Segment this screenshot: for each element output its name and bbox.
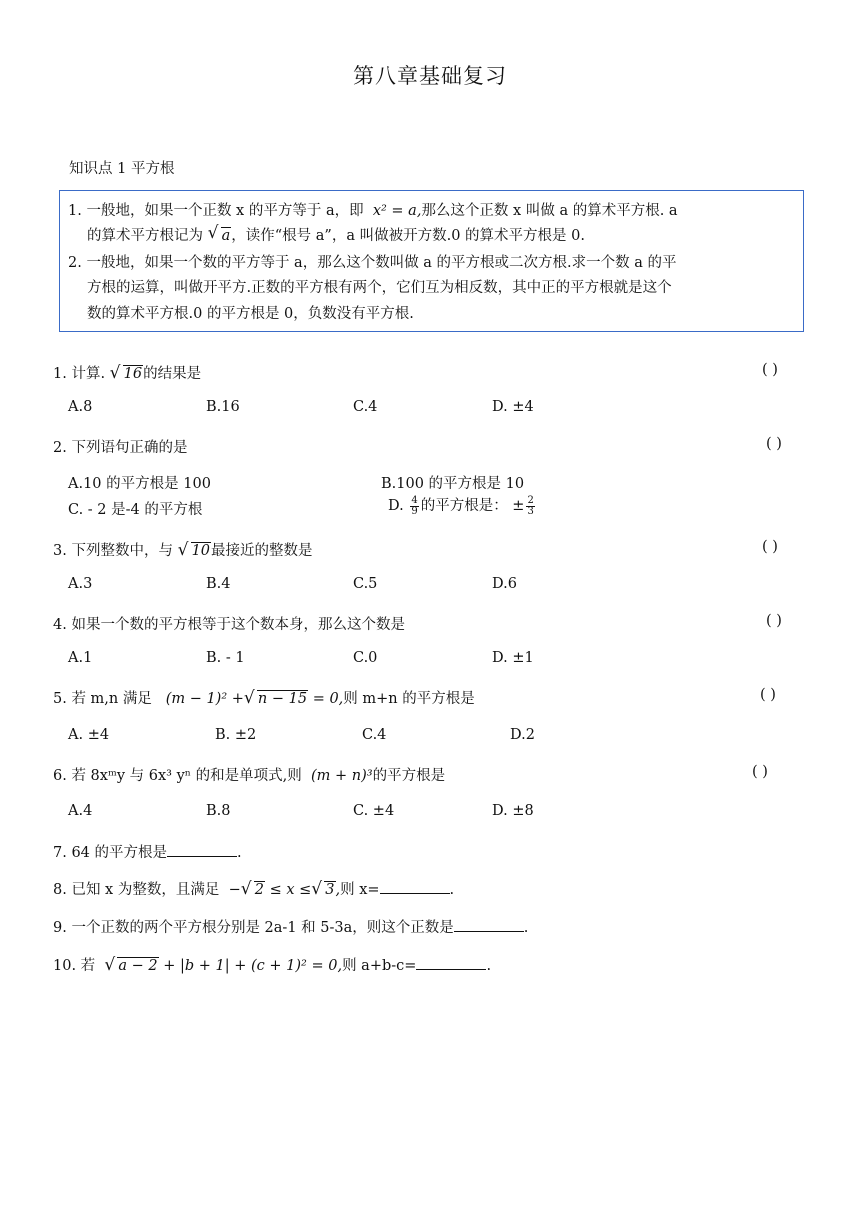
sqrt-3: √ 3: [313, 882, 335, 898]
q3-text: 3. 下列整数中，与: [53, 543, 173, 559]
option-c: C.4: [353, 399, 378, 415]
option-b: B.4: [206, 576, 231, 592]
option-c: C.4: [362, 727, 387, 743]
answer-paren: ( ): [752, 764, 768, 780]
question-4: 4. 如果一个数的平方根等于这个数本身，那么这个数是: [53, 617, 405, 633]
q1-text: 1. 计算.: [53, 366, 106, 382]
answer-paren: ( ): [762, 362, 778, 378]
option-d: D.2: [510, 727, 535, 743]
q10-formula: + |b + 1| + (c + 1)² = 0,: [163, 958, 343, 974]
option-d: [388, 494, 537, 517]
q8-text-post: 则 x=: [340, 882, 380, 898]
question-5: [53, 687, 475, 708]
box-line-3: 2. 一般地，如果一个数的平方等于 a，那么这个数叫做 a 的平方根或二次方根.求一个数 a 的平: [68, 255, 677, 271]
option-a: A. ±4: [68, 727, 110, 743]
option-d: D. ±1: [492, 650, 534, 666]
box-line-2: [87, 224, 585, 249]
option-b: B.8: [206, 803, 231, 819]
question-10: [53, 954, 491, 975]
sqrt-a: √ a: [210, 224, 232, 249]
option-c: C. - 2 是-4 的平方根: [68, 502, 203, 518]
sqrt-10: √ 10: [180, 543, 211, 559]
q6-formula: (m + n)³: [310, 768, 373, 784]
sqrt-2: √ 2: [243, 882, 265, 898]
q9-end: .: [523, 920, 529, 936]
option-b: B.16: [206, 399, 240, 415]
q5-formula-end: = 0,: [312, 691, 344, 707]
sqrt-a-2: √ a − 2: [106, 958, 158, 974]
question-6: [53, 764, 445, 785]
option-c: C.5: [353, 576, 378, 592]
answer-paren: ( ): [760, 687, 776, 703]
option-c: C.0: [353, 650, 378, 666]
answer-blank[interactable]: [167, 842, 237, 857]
option-d: D. ±8: [492, 803, 534, 819]
sqrt-n-15: √ n − 15: [246, 691, 308, 707]
answer-paren: ( ): [762, 539, 778, 555]
question-3: [53, 539, 313, 560]
q6-text: 6. 若 8xᵐy 与 6x³ yⁿ 的和是单项式,则: [53, 768, 302, 784]
q9-text: 9. 一个正数的两个平方根分别是 2a-1 和 5-3a，则这个正数是: [53, 920, 454, 936]
option-d-text: 的平方根是： ±: [420, 498, 525, 514]
box-line-5: 数的算术平方根.0 的平方根是 0，负数没有平方根.: [87, 306, 414, 322]
option-d-label: D.: [388, 498, 409, 514]
option-a: A.1: [68, 650, 93, 666]
q8-minus: −: [228, 882, 241, 898]
option-d: D. ±4: [492, 399, 534, 415]
box-text: 的算术平方根记为: [87, 228, 203, 244]
question-9: [53, 916, 528, 937]
q6-text-post: 的平方根是: [372, 768, 446, 784]
answer-blank[interactable]: [380, 879, 450, 894]
option-d: D.6: [492, 576, 517, 592]
q5-formula: (m − 1)² +: [165, 691, 244, 707]
option-a: A.8: [68, 399, 93, 415]
q10-end: .: [486, 958, 492, 974]
q7-end: .: [237, 845, 242, 861]
option-b: B. ±2: [215, 727, 257, 743]
question-2: 2. 下列语句正确的是: [53, 440, 188, 456]
q5-text: 5. 若 m,n 满足: [53, 691, 152, 707]
box-line-1: [68, 199, 678, 224]
box-formula: x² = a,: [372, 203, 422, 219]
page-title: 第八章基础复习: [353, 64, 507, 88]
answer-paren: ( ): [766, 613, 782, 629]
box-text: 那么这个正数 x 叫做 a 的算术平方根. a: [421, 203, 678, 219]
sqrt-16: √ 16: [112, 366, 143, 382]
fraction-2-3: $\frac{2}{3}$: [527, 494, 534, 517]
box-text: 1. 一般地，如果一个正数 x 的平方等于 a，即: [68, 203, 364, 219]
answer-blank[interactable]: [454, 917, 524, 932]
q1-text-post: 的结果是: [143, 366, 202, 382]
option-a: A.10 的平方根是 100: [68, 476, 211, 492]
question-1: [53, 362, 201, 383]
q10-text-post: 则 a+b-c=: [342, 958, 417, 974]
q8-text: 8. 已知 x 为整数，且满足: [53, 882, 220, 898]
option-c: C. ±4: [353, 803, 395, 819]
question-8: [53, 878, 454, 899]
option-b: B. - 1: [206, 650, 245, 666]
q8-comma: ,: [335, 882, 341, 898]
fraction-4-9: $\frac{4}{9}$: [411, 494, 418, 517]
answer-paren: ( ): [766, 436, 782, 452]
box-line-4: 方根的运算，叫做开平方.正数的平方根有两个，它们互为相反数，其中正的平方根就是这个: [87, 280, 672, 296]
knowledge-box: [59, 190, 804, 332]
q3-text-post: 最接近的整数是: [211, 543, 313, 559]
q7-text: 7. 64 的平方根是: [53, 845, 168, 861]
q5-text-post: 则 m+n 的平方根是: [343, 691, 475, 707]
option-a: A.4: [68, 803, 93, 819]
q10-text: 10. 若: [53, 958, 96, 974]
q8-end: .: [449, 882, 455, 898]
answer-blank[interactable]: [416, 955, 486, 970]
section-heading: 知识点 1 平方根: [69, 161, 175, 177]
box-text: ，读作“根号 a”，a 叫做被开方数.0 的算术平方根是 0.: [231, 228, 585, 244]
option-b: B.100 的平方根是 10: [381, 476, 525, 492]
question-7: [53, 841, 242, 862]
q8-inequality: ≤ x ≤: [269, 882, 312, 898]
option-a: A.3: [68, 576, 93, 592]
